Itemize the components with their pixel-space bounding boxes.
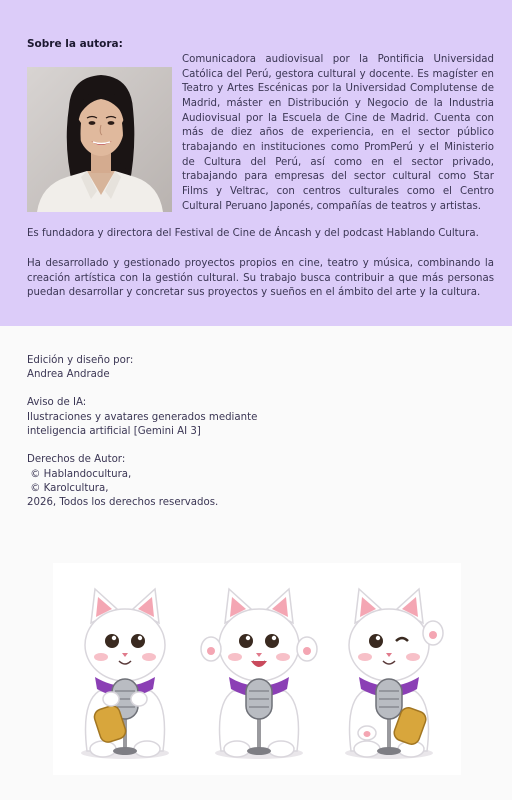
ai-notice — [27, 396, 487, 439]
copyright-line-1: © Hablandocultura, — [27, 468, 132, 480]
lucky-cats-icon — [53, 563, 461, 775]
author-bio-projects: Ha desarrollado y gestionado proyectos propios en cine, teatro y música, combinando la creación artística con la gestión cultural. Su trabajo busca contribuir a que más personas puedan desarrollar y concretar sus proyectos y sueños en el ámbito del arte y la cultura. — [27, 258, 494, 299]
ai-notice-line-2: inteligencia artificial [Gemini AI 3] — [27, 426, 201, 438]
about-author-section — [0, 0, 512, 326]
lucky-cats-illustration — [53, 563, 461, 775]
author-bio-main: Comunicadora audiovisual por la Pontificia Universidad Católica del Perú, gestora cultural y docente. Es magíster en Teatro y Artes Escénicas por la Universidad Complutense de Madrid, máster en Distribución y Negocio de la Industria Audiovisual por la Escuela de Cine de Madrid. Cuenta con más de diez años de experiencia, en el sector público trabajando en instituciones como PromPerú y el Ministerio de Cultura del Perú, así como en el sector privado, trabajando para empresas del sector cultural como Star Films y Veltrac, con centros culturales como el Centro Cultural Peruano Japonés, compañías de teatros y artistas. — [182, 54, 494, 212]
edition-credit — [27, 354, 487, 383]
copyright-label: Derechos de Autor: — [27, 454, 126, 466]
author-bio-founder: Es fundadora y directora del Festival de Cine de Áncash y del podcast Hablando Cultura. — [27, 228, 479, 239]
author-portrait-image — [27, 67, 172, 212]
about-author-heading: Sobre la autora: — [27, 38, 123, 50]
copyright-line-3: 2026, Todos los derechos reservados. — [27, 497, 219, 509]
copyright-line-2: © Karolcultura, — [27, 483, 109, 495]
ai-notice-line-1: Ilustraciones y avatares generados mediante — [27, 411, 258, 423]
credits-section — [27, 354, 487, 524]
author-photo — [27, 67, 172, 212]
edition-label: Edición y diseño por: — [27, 355, 134, 366]
lucky-cat-middle — [201, 589, 317, 759]
edition-name: Andrea Andrade — [27, 369, 110, 381]
ai-notice-label: Aviso de IA: — [27, 397, 87, 409]
lucky-cat-left — [81, 589, 169, 759]
copyright-notice — [27, 453, 487, 511]
lucky-cat-right — [345, 589, 443, 759]
